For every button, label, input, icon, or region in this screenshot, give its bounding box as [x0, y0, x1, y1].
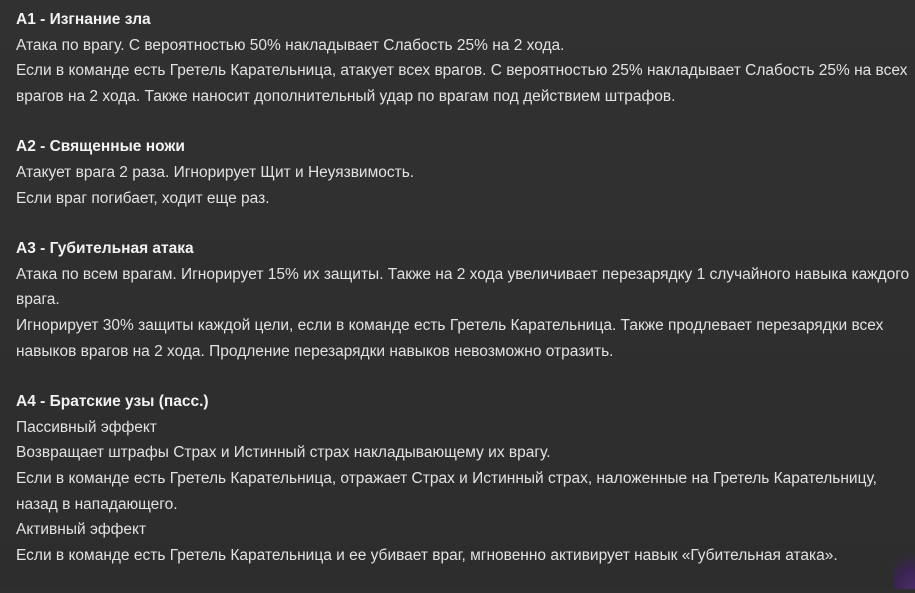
skill-a1 [16, 7, 911, 109]
corner-glow-decoration [893, 549, 915, 589]
skill-description-line: Возвращает штрафы Страх и Истинный страх накладывающему их врагу. [16, 444, 551, 462]
skill-description-line: Атака по всем врагам. Игнорирует 15% их защиты. Также на 2 хода увеличивает перезарядку 1 случайного навыка каждого врага. [16, 265, 910, 309]
skill-a3 [16, 236, 911, 364]
skills-content [16, 7, 911, 593]
skill-title: A4 - Братские узы (пасс.) [16, 393, 209, 411]
skill-description-line: Если в команде есть Гретель Карательница, отражает Страх и Истинный страх, наложенные на Гретель Карательницу, назад в нападающего. [16, 469, 877, 513]
skill-description-line: Атака по врагу. С вероятностью 50% накладывает Слабость 25% на 2 хода. [16, 36, 565, 54]
skill-description-line: Атакует врага 2 раза. Игнорирует Щит и Неуязвимость. [16, 163, 415, 181]
skill-a4 [16, 389, 911, 568]
skill-description-line: Если в команде есть Гретель Карательница, атакует всех врагов. С вероятностью 25% накладывает Слабость 25% на всех врагов на 2 хода. Также наносит дополнительный удар по врагам под действием штрафов. [16, 62, 908, 105]
skill-title: A1 - Изгнание зла [16, 11, 151, 28]
skill-description-line: Пассивный эффект [16, 418, 157, 436]
skill-description-line: Если враг погибает, ходит еще раз. [16, 189, 270, 207]
skill-title: A2 - Священные ножи [16, 138, 185, 156]
skill-description-line: Игнорирует 30% защиты каждой цели, если в команде есть Гретель Карательница. Также продлевает перезарядки всех навыков врагов на 2 хода. Продление перезарядки навыков невозможно отразить. [16, 316, 884, 360]
skill-description-line: Активный эффект [16, 521, 147, 539]
skill-description-line: Если в команде есть Гретель Карательница и ее убивает враг, мгновенно активирует навык «Губительная атака». [16, 546, 838, 564]
skill-title: A3 - Губительная атака [16, 240, 194, 258]
skill-a2 [16, 134, 911, 211]
